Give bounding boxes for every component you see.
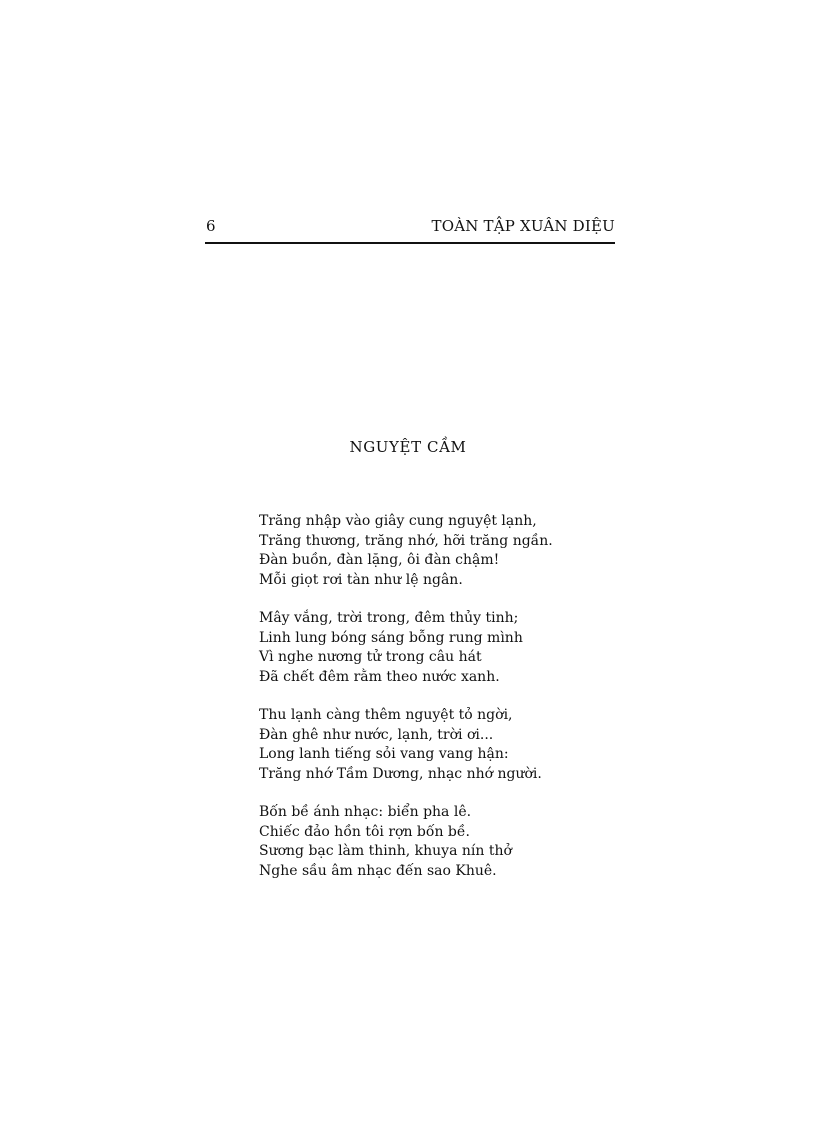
poem-line: Mỗi giọt rơi tàn như lệ ngân.: [259, 571, 463, 588]
running-title: TOÀN TẬP XUÂN DIỆU: [431, 217, 615, 235]
poem-line: Long lanh tiếng sỏi vang vang hận:: [259, 746, 509, 762]
poem-line: Linh lung bóng sáng bỗng rung mình: [259, 629, 523, 646]
poem-line: Vì nghe nương tử trong câu hát: [259, 649, 482, 665]
poem-line: Sương bạc làm thinh, khuya nín thở: [259, 843, 512, 859]
stanza-2: [259, 609, 599, 687]
poem-line: Nghe sầu âm nhạc đến sao Khuê.: [259, 862, 497, 879]
page-number: 6: [206, 217, 216, 235]
stanza-3: [259, 706, 599, 784]
poem-line: Trăng thương, trăng nhớ, hỡi trăng ngần.: [259, 532, 553, 549]
poem-line: Đàn buồn, đàn lặng, ôi đàn chậm!: [259, 552, 500, 568]
poem-line: Trăng nhập vào giây cung nguyệt lạnh,: [259, 513, 537, 529]
poem-title: NGUYỆT CẦM: [349, 438, 467, 456]
poem-line: Bốn bề ánh nhạc: biển pha lê.: [259, 804, 472, 820]
poem-line: Trăng nhớ Tầm Dương, nhạc nhớ người.: [259, 765, 542, 782]
poem-line: Đàn ghê như nước, lạnh, trời ơi...: [259, 726, 494, 743]
stanza-1: [259, 512, 599, 590]
stanza-4: [259, 803, 599, 881]
poem-line: Chiếc đảo hồn tôi rợn bốn bề.: [259, 823, 470, 840]
page-header: [205, 216, 615, 244]
poem-line: Đã chết đêm rằm theo nước xanh.: [259, 668, 500, 685]
poem-body: [259, 512, 599, 900]
poem-line: Mây vắng, trời trong, đêm thủy tinh;: [259, 610, 519, 626]
poem-line: Thu lạnh càng thêm nguyệt tỏ ngời,: [259, 707, 513, 723]
